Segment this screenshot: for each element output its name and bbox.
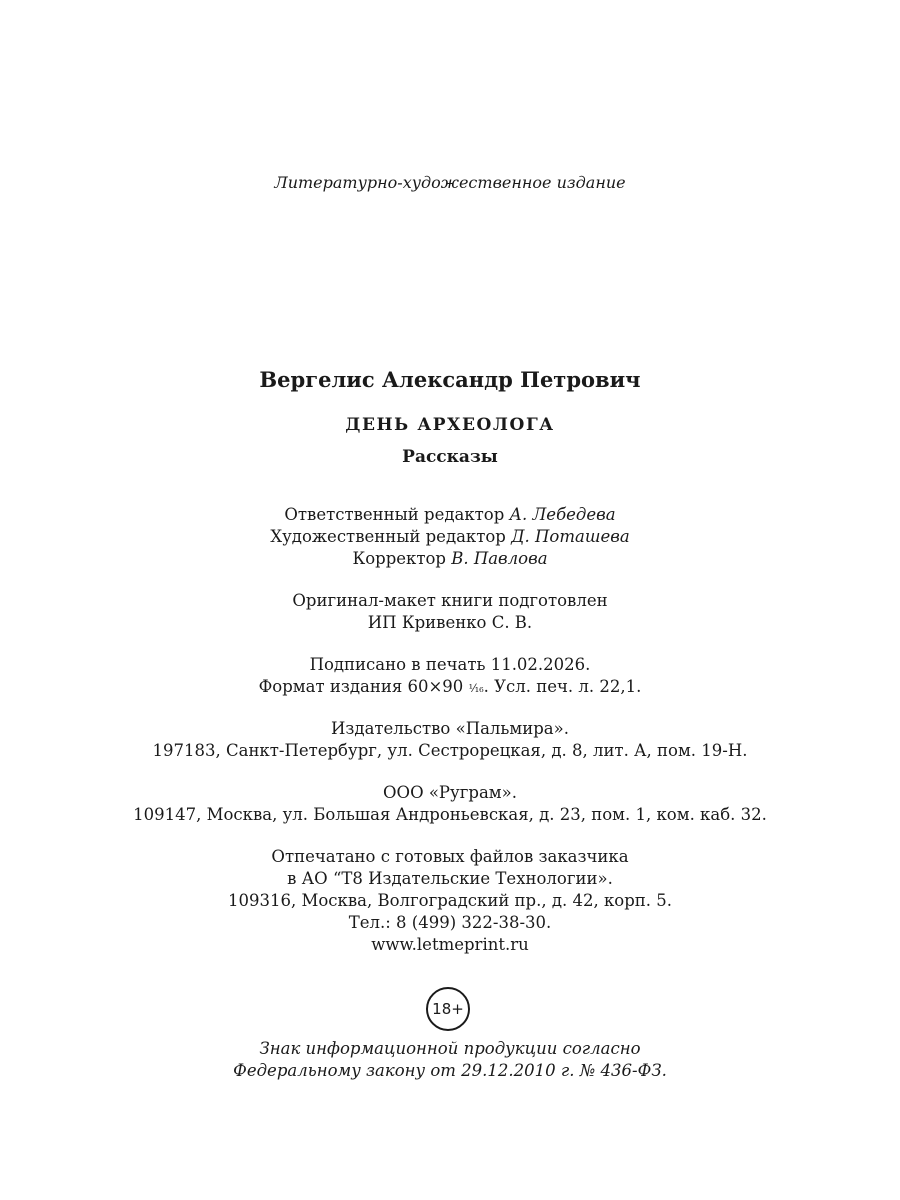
- printer-line: Отпечатано с готовых файлов заказчика: [271, 847, 629, 866]
- company-address: 109147, Москва, ул. Большая Андроньевская, д. 23, пом. 1, ком. каб. 32.: [133, 805, 767, 824]
- printer-phone: Тел.: 8 (499) 322-38-30.: [348, 913, 552, 932]
- credit-role: Художественный редактор: [270, 527, 506, 546]
- format-suffix: . Усл. печ. л. 22,1.: [483, 677, 642, 696]
- printer-name: в АО “Т8 Издательские Технологии».: [287, 869, 613, 888]
- age-rating-badge: 18+: [426, 987, 470, 1031]
- credit-name: А. Лебедева: [509, 505, 616, 524]
- credit-name: В. Павлова: [451, 549, 548, 568]
- company-name: ООО «Руграм».: [383, 783, 517, 802]
- edition-type: Литературно-художественное издание: [274, 173, 626, 192]
- credit-role: Корректор: [352, 549, 446, 568]
- book-genre: Рассказы: [402, 447, 498, 467]
- credit-line: [0, 526, 900, 548]
- print-format: [0, 676, 900, 700]
- credit-line: [0, 504, 900, 526]
- publisher-address: 197183, Санкт-Петербург, ул. Сестрорецкая, д. 8, лит. А, пом. 19-Н.: [152, 741, 748, 760]
- credit-name: Д. Поташева: [511, 527, 630, 546]
- credit-line: [0, 548, 900, 570]
- layout-prepared-line: Оригинал-макет книги подготовлен: [292, 591, 608, 610]
- layout-prepared-by: ИП Кривенко С. В.: [367, 613, 533, 632]
- law-notice-line: Знак информационной продукции согласно: [259, 1039, 641, 1058]
- printer-website: www.letmeprint.ru: [371, 935, 529, 954]
- book-title: ДЕНЬ АРХЕОЛОГА: [345, 415, 555, 435]
- format-fraction: ¹⁄₁₆: [468, 682, 484, 695]
- signed-to-print: Подписано в печать 11.02.2026.: [309, 655, 591, 674]
- publisher-name: Издательство «Пальмира».: [331, 719, 569, 738]
- printer-address: 109316, Москва, Волгоградский пр., д. 42, корп. 5.: [227, 891, 673, 910]
- format-prefix: Формат издания 60×90: [258, 677, 469, 696]
- law-notice-line: Федеральному закону от 29.12.2010 г. № 436-ФЗ.: [233, 1061, 667, 1080]
- credit-role: Ответственный редактор: [284, 505, 505, 524]
- author-name: Вергелис Александр Петрович: [259, 367, 641, 392]
